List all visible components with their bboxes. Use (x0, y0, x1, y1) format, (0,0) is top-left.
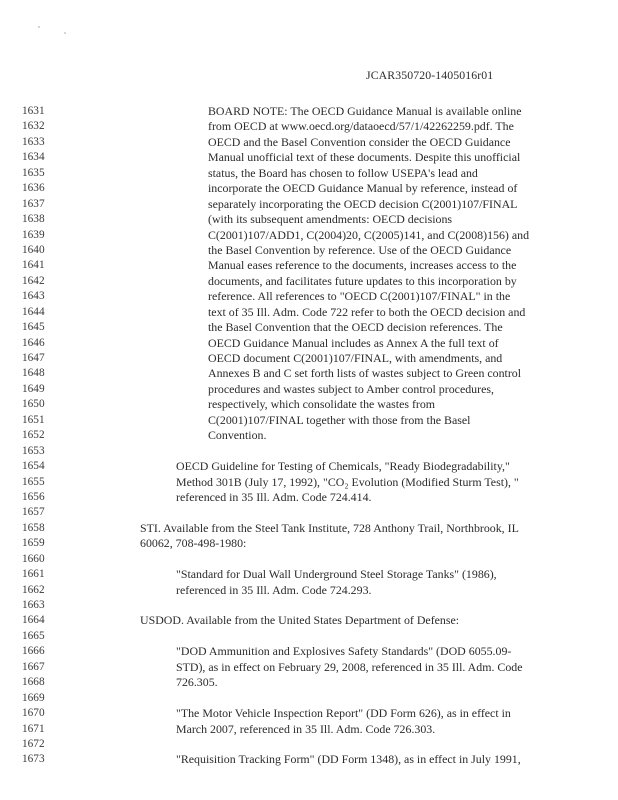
line-text: OECD document C(2001)107/FINAL, with amendments, and (208, 351, 503, 365)
document-line (0, 583, 618, 598)
document-line (0, 166, 618, 181)
line-number: 1638 (22, 213, 45, 226)
document-line (0, 258, 618, 273)
line-text: "Requisition Tracking Form" (DD Form 1348), as in effect in July 1991, (176, 752, 521, 767)
line-text: Annexes B and C set forth lists of wastes subject to Green control (208, 366, 522, 381)
document-line (0, 613, 618, 628)
line-number: 1658 (22, 521, 45, 534)
numbered-text-body (0, 104, 618, 768)
document-line (0, 212, 618, 227)
line-number: 1634 (22, 151, 45, 164)
line-text: OECD Guideline for Testing of Chemicals, "Ready Biodegradability," (176, 459, 510, 474)
line-number: 1665 (22, 629, 45, 642)
line-number: 1668 (22, 676, 45, 689)
line-text: STI. Available from the Steel Tank Institute, 728 Anthony Trail, Northbrook, IL (140, 520, 519, 535)
document-line (0, 181, 618, 196)
line-text: OECD Guidance Manual includes as Annex A the full text of (208, 335, 499, 350)
scan-speck (38, 26, 40, 28)
document-line (0, 536, 618, 551)
line-number: 1670 (22, 707, 45, 720)
document-line (0, 598, 618, 613)
line-number: 1637 (22, 197, 45, 210)
document-line (0, 320, 618, 335)
document-line (0, 644, 618, 659)
document-line (0, 197, 618, 212)
line-number: 1648 (22, 367, 45, 380)
document-line (0, 428, 618, 443)
line-number: 1659 (22, 537, 45, 550)
line-text: 60062, 708-498-1980: (140, 536, 247, 551)
line-number: 1642 (22, 274, 45, 287)
line-number: 1666 (22, 645, 45, 658)
line-number: 1643 (22, 290, 45, 303)
line-number: 1644 (22, 305, 45, 318)
document-line (0, 382, 618, 397)
document-line (0, 366, 618, 381)
document-line (0, 413, 618, 428)
line-number: 1660 (22, 552, 45, 565)
document-line (0, 135, 618, 150)
line-text: (with its subsequent amendments: OECD decisions (208, 212, 453, 227)
line-text: referenced in 35 Ill. Adm. Code 724.414. (176, 489, 372, 504)
line-number: 1635 (22, 166, 45, 179)
line-number: 1641 (22, 259, 45, 272)
line-number: 1663 (22, 599, 45, 611)
document-line (0, 629, 618, 644)
line-number: 1654 (22, 460, 45, 473)
document-line (0, 228, 618, 243)
line-number: 1656 (22, 490, 45, 503)
line-number: 1661 (22, 568, 45, 581)
document-line (0, 552, 618, 567)
document-line (0, 459, 618, 474)
line-number: 1671 (22, 722, 45, 735)
line-number: 1653 (22, 444, 45, 457)
document-line (0, 397, 618, 412)
line-text: from OECD at www.oecd.org/dataoecd/57/1/42262259.pdf. The (208, 119, 514, 134)
document-line (0, 243, 618, 258)
line-text: referenced in 35 Ill. Adm. Code 724.293. (176, 582, 372, 597)
line-number: 1647 (22, 352, 45, 364)
line-number: 1662 (22, 583, 45, 596)
line-text: the Basel Convention that the OECD decision references. The (208, 320, 503, 335)
document-line (0, 351, 618, 366)
line-text: C(2001)107/FINAL together with those from the Basel (208, 412, 471, 427)
line-text: "The Motor Vehicle Inspection Report" (DD Form 626), as in effect in (176, 706, 511, 721)
line-text: separately incorporating the OECD decision C(2001)107/FINAL (208, 196, 518, 211)
line-text: Manual eases reference to the documents, increases access to the (208, 258, 517, 273)
line-text: C(2001)107/ADD1, C(2004)20, C(2005)141, and C(2008)156) and (208, 227, 530, 242)
line-number: 1652 (22, 429, 45, 442)
document-line (0, 119, 618, 134)
line-text: procedures and wastes subject to Amber control procedures, (208, 381, 494, 396)
document-line (0, 521, 618, 536)
document-line (0, 675, 618, 690)
scan-speck (64, 32, 66, 34)
line-text: respectively, which consolidate the wastes from (208, 397, 436, 412)
line-text: March 2007, referenced in 35 Ill. Adm. Code 726.303. (176, 721, 436, 736)
line-number: 1633 (22, 135, 45, 148)
line-number: 1672 (22, 737, 45, 750)
line-number: 1664 (22, 614, 45, 627)
line-number: 1669 (22, 691, 45, 704)
line-number: 1655 (22, 475, 45, 488)
document-line (0, 752, 618, 767)
document-line (0, 722, 618, 737)
line-text: "DOD Ammunition and Explosives Safety Standards" (DOD 6055.09- (176, 644, 512, 659)
line-text: Manual unofficial text of these documents. Despite this unofficial (208, 150, 521, 165)
line-text: the Basel Convention by reference. Use of the OECD Guidance (208, 242, 512, 257)
line-number: 1645 (22, 321, 45, 334)
line-text: "Standard for Dual Wall Underground Steel Storage Tanks" (1986), (176, 567, 497, 582)
line-number: 1639 (22, 228, 45, 241)
line-text: reference. All references to "OECD C(2001)107/FINAL" in the (208, 289, 511, 304)
line-number: 1651 (22, 413, 45, 426)
line-number: 1640 (22, 243, 45, 256)
line-text: text of 35 Ill. Adm. Code 722 refer to both the OECD decision and (208, 304, 526, 319)
document-line (0, 706, 618, 721)
document-line (0, 660, 618, 675)
document-line (0, 104, 618, 119)
line-text: 726.305. (176, 675, 218, 690)
line-number: 1650 (22, 398, 45, 411)
line-text: USDOD. Available from the United States Department of Defense: (140, 613, 460, 628)
document-line (0, 274, 618, 289)
line-number: 1649 (22, 382, 45, 395)
document-line (0, 691, 618, 706)
line-text: Convention. (208, 428, 267, 443)
document-line (0, 150, 618, 165)
document-line (0, 505, 618, 520)
line-text: Method 301B (July 17, 1992), "CO₂ Evolution (Modified Sturm Test), " (176, 474, 519, 489)
line-number: 1673 (22, 753, 45, 766)
document-line (0, 336, 618, 351)
document-line (0, 305, 618, 320)
document-line (0, 490, 618, 505)
document-line (0, 444, 618, 459)
line-number: 1667 (22, 660, 45, 673)
line-text: documents, and facilitates future updates to this incorporation by (208, 273, 517, 288)
document-line (0, 737, 618, 752)
line-number: 1636 (22, 182, 45, 195)
document-line (0, 567, 618, 582)
line-text: status, the Board has chosen to follow USEPA's lead and (208, 165, 478, 180)
line-text: STD), as in effect on February 29, 2008, referenced in 35 Ill. Adm. Code (176, 659, 523, 674)
line-text: OECD and the Basel Convention consider the OECD Guidance (208, 134, 511, 149)
line-text: incorporate the OECD Guidance Manual by reference, instead of (208, 181, 518, 196)
line-number: 1657 (22, 506, 45, 519)
document-line (0, 289, 618, 304)
line-number: 1646 (22, 336, 45, 349)
line-text: BOARD NOTE: The OECD Guidance Manual is available online (208, 104, 522, 118)
line-number: 1631 (22, 105, 45, 117)
document-id: JCAR350720-1405016r01 (366, 68, 494, 82)
line-number: 1632 (22, 120, 45, 133)
document-line (0, 475, 618, 490)
